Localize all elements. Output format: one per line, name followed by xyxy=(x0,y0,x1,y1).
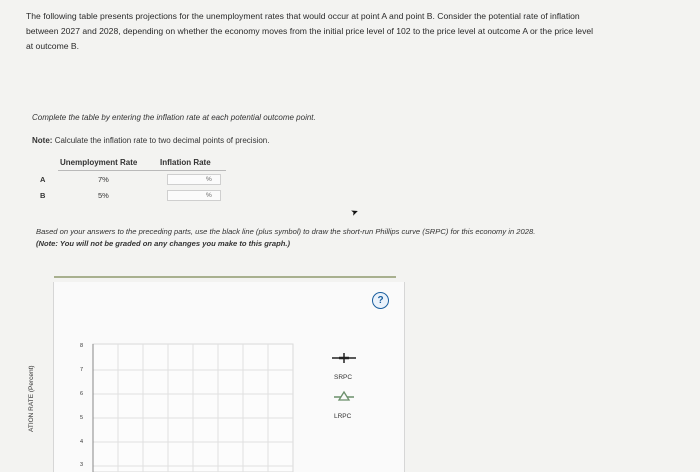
y-tick-8: 8 xyxy=(80,343,84,349)
intro-line-1: The following table presents projections for the unemployment rates that would occur at point A and point B. Consider the potential rate of inflation xyxy=(26,11,580,21)
graph-separator xyxy=(54,276,396,278)
intro-line-2: between 2027 and 2028, depending on whether the economy moves from the initial price level of 102 to the price level at outcome A or the price level xyxy=(26,26,594,36)
graph-note: (Note: You will not be graded on any changes you make to this graph.) xyxy=(36,239,290,248)
mouse-cursor-icon: ➤ xyxy=(349,206,360,219)
lrpc-legend-tool[interactable] xyxy=(334,392,354,400)
help-icon[interactable]: ? xyxy=(372,292,389,309)
graph-instructions xyxy=(36,226,676,250)
plot-grid xyxy=(93,344,293,472)
y-tick-6: 6 xyxy=(80,391,84,397)
graph-instructions-line: Based on your answers to the preceding parts, use the black line (plus symbol) to draw the short-run Phillips curve (SRPC) for this economy in 2028. xyxy=(36,227,536,236)
intro-line-3: at outcome B. xyxy=(26,41,80,51)
y-tick-5: 5 xyxy=(80,415,84,421)
y-axis-label: ATION RATE (Percent) xyxy=(28,365,35,432)
row-a-percent-suffix: % xyxy=(206,176,212,183)
row-a-inflation-input[interactable] xyxy=(167,174,221,185)
srpc-legend-tool[interactable] xyxy=(332,353,356,363)
triangle-symbol xyxy=(339,392,349,400)
row-a-unemployment: 7% xyxy=(98,175,109,184)
problem-intro xyxy=(26,9,676,54)
note-label: Note: xyxy=(32,136,53,145)
y-tick-4: 4 xyxy=(80,439,84,445)
table-instructions: Complete the table by entering the inflation rate at each potential outcome point. xyxy=(32,113,316,122)
table-header-divider xyxy=(58,170,226,171)
row-b-label: B xyxy=(40,191,46,200)
row-b-percent-suffix: % xyxy=(206,192,212,199)
note-text: Calculate the inflation rate to two decimal points of precision. xyxy=(54,136,270,145)
row-a-label: A xyxy=(40,175,46,184)
lrpc-legend-label: LRPC xyxy=(334,413,352,420)
precision-note xyxy=(32,136,269,145)
srpc-legend-label: SRPC xyxy=(334,374,353,381)
header-unemployment-rate: Unemployment Rate xyxy=(60,158,138,167)
y-tick-3: 3 xyxy=(80,462,84,468)
y-tick-7: 7 xyxy=(80,367,84,373)
row-b-inflation-input[interactable] xyxy=(167,190,221,201)
row-b-unemployment: 5% xyxy=(98,191,109,200)
header-inflation-rate: Inflation Rate xyxy=(160,158,211,167)
